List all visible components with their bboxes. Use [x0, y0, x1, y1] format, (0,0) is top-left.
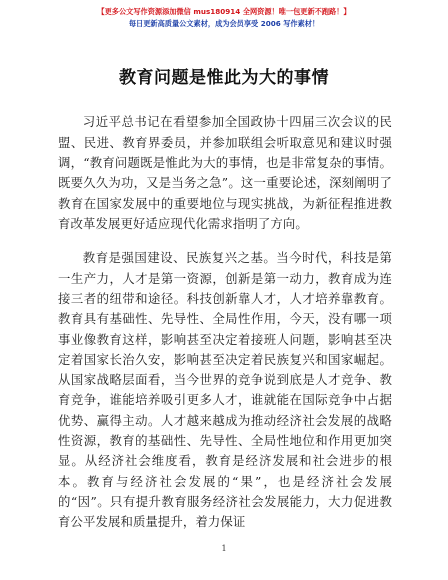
header-promo-line: 【更多公文写作资源添加微信 mus180914 全网资源！唯一包更新不跑路！】 [97, 7, 351, 16]
page-number: 1 [221, 544, 227, 553]
paragraph-1: 习近平总书记在看望参加全国政协十四届三次会议的民盟、民进、教育界委员，并参加联组会听取意见和建议时强调，“教育问题既是惟此为大的事情，也是非常复杂的事情。既要久久为功，又是当务之急”。这一重要论述，深刻阐明了教育在国家发展中的重要地位与现实挑战，为新征程推进教育改革发展更好适应现代化需求指明了方向。 [58, 114, 392, 231]
paragraph-2: 教育是强国建设、民族复兴之基。当今时代，科技是第一生产力，人才是第一资源，创新是第一动力，教育成为连接三者的纽带和途径。科技创新靠人才，人才培养靠教育。教育具有基础性、先导性、全局性作用，今天，没有哪一项事业像教育这样，影响甚至决定着接班人问题，影响甚至决定着国家长治久安，影响甚至决定着民族复兴和国家崛起。从国家战略层面看，当今世界的竞争说到底是人才竞争、教育竞争，谁能培养吸引更多人才，谁就能在国际竞争中占据优势、赢得主动。人才越来越成为推动经济社会发展的战略性资源，教育的基础性、先导性、全局性地位和作用更加突显。从经济社会维度看，教育是经济发展和社会进步的根本。教育与经济社会发展的“果”，也是经济社会发展的“因”。只有提升教育服务经济社会发展能力，大力促进教育公平发展和质量提升，着力保证 [58, 250, 392, 530]
header-banner [0, 6, 448, 30]
header-subtitle-line: 每日更新高质量公文素材，成为会员享受 2006 写作素材！ [128, 19, 320, 28]
document-title: 教育问题是惟此为大的事情 [119, 68, 329, 88]
